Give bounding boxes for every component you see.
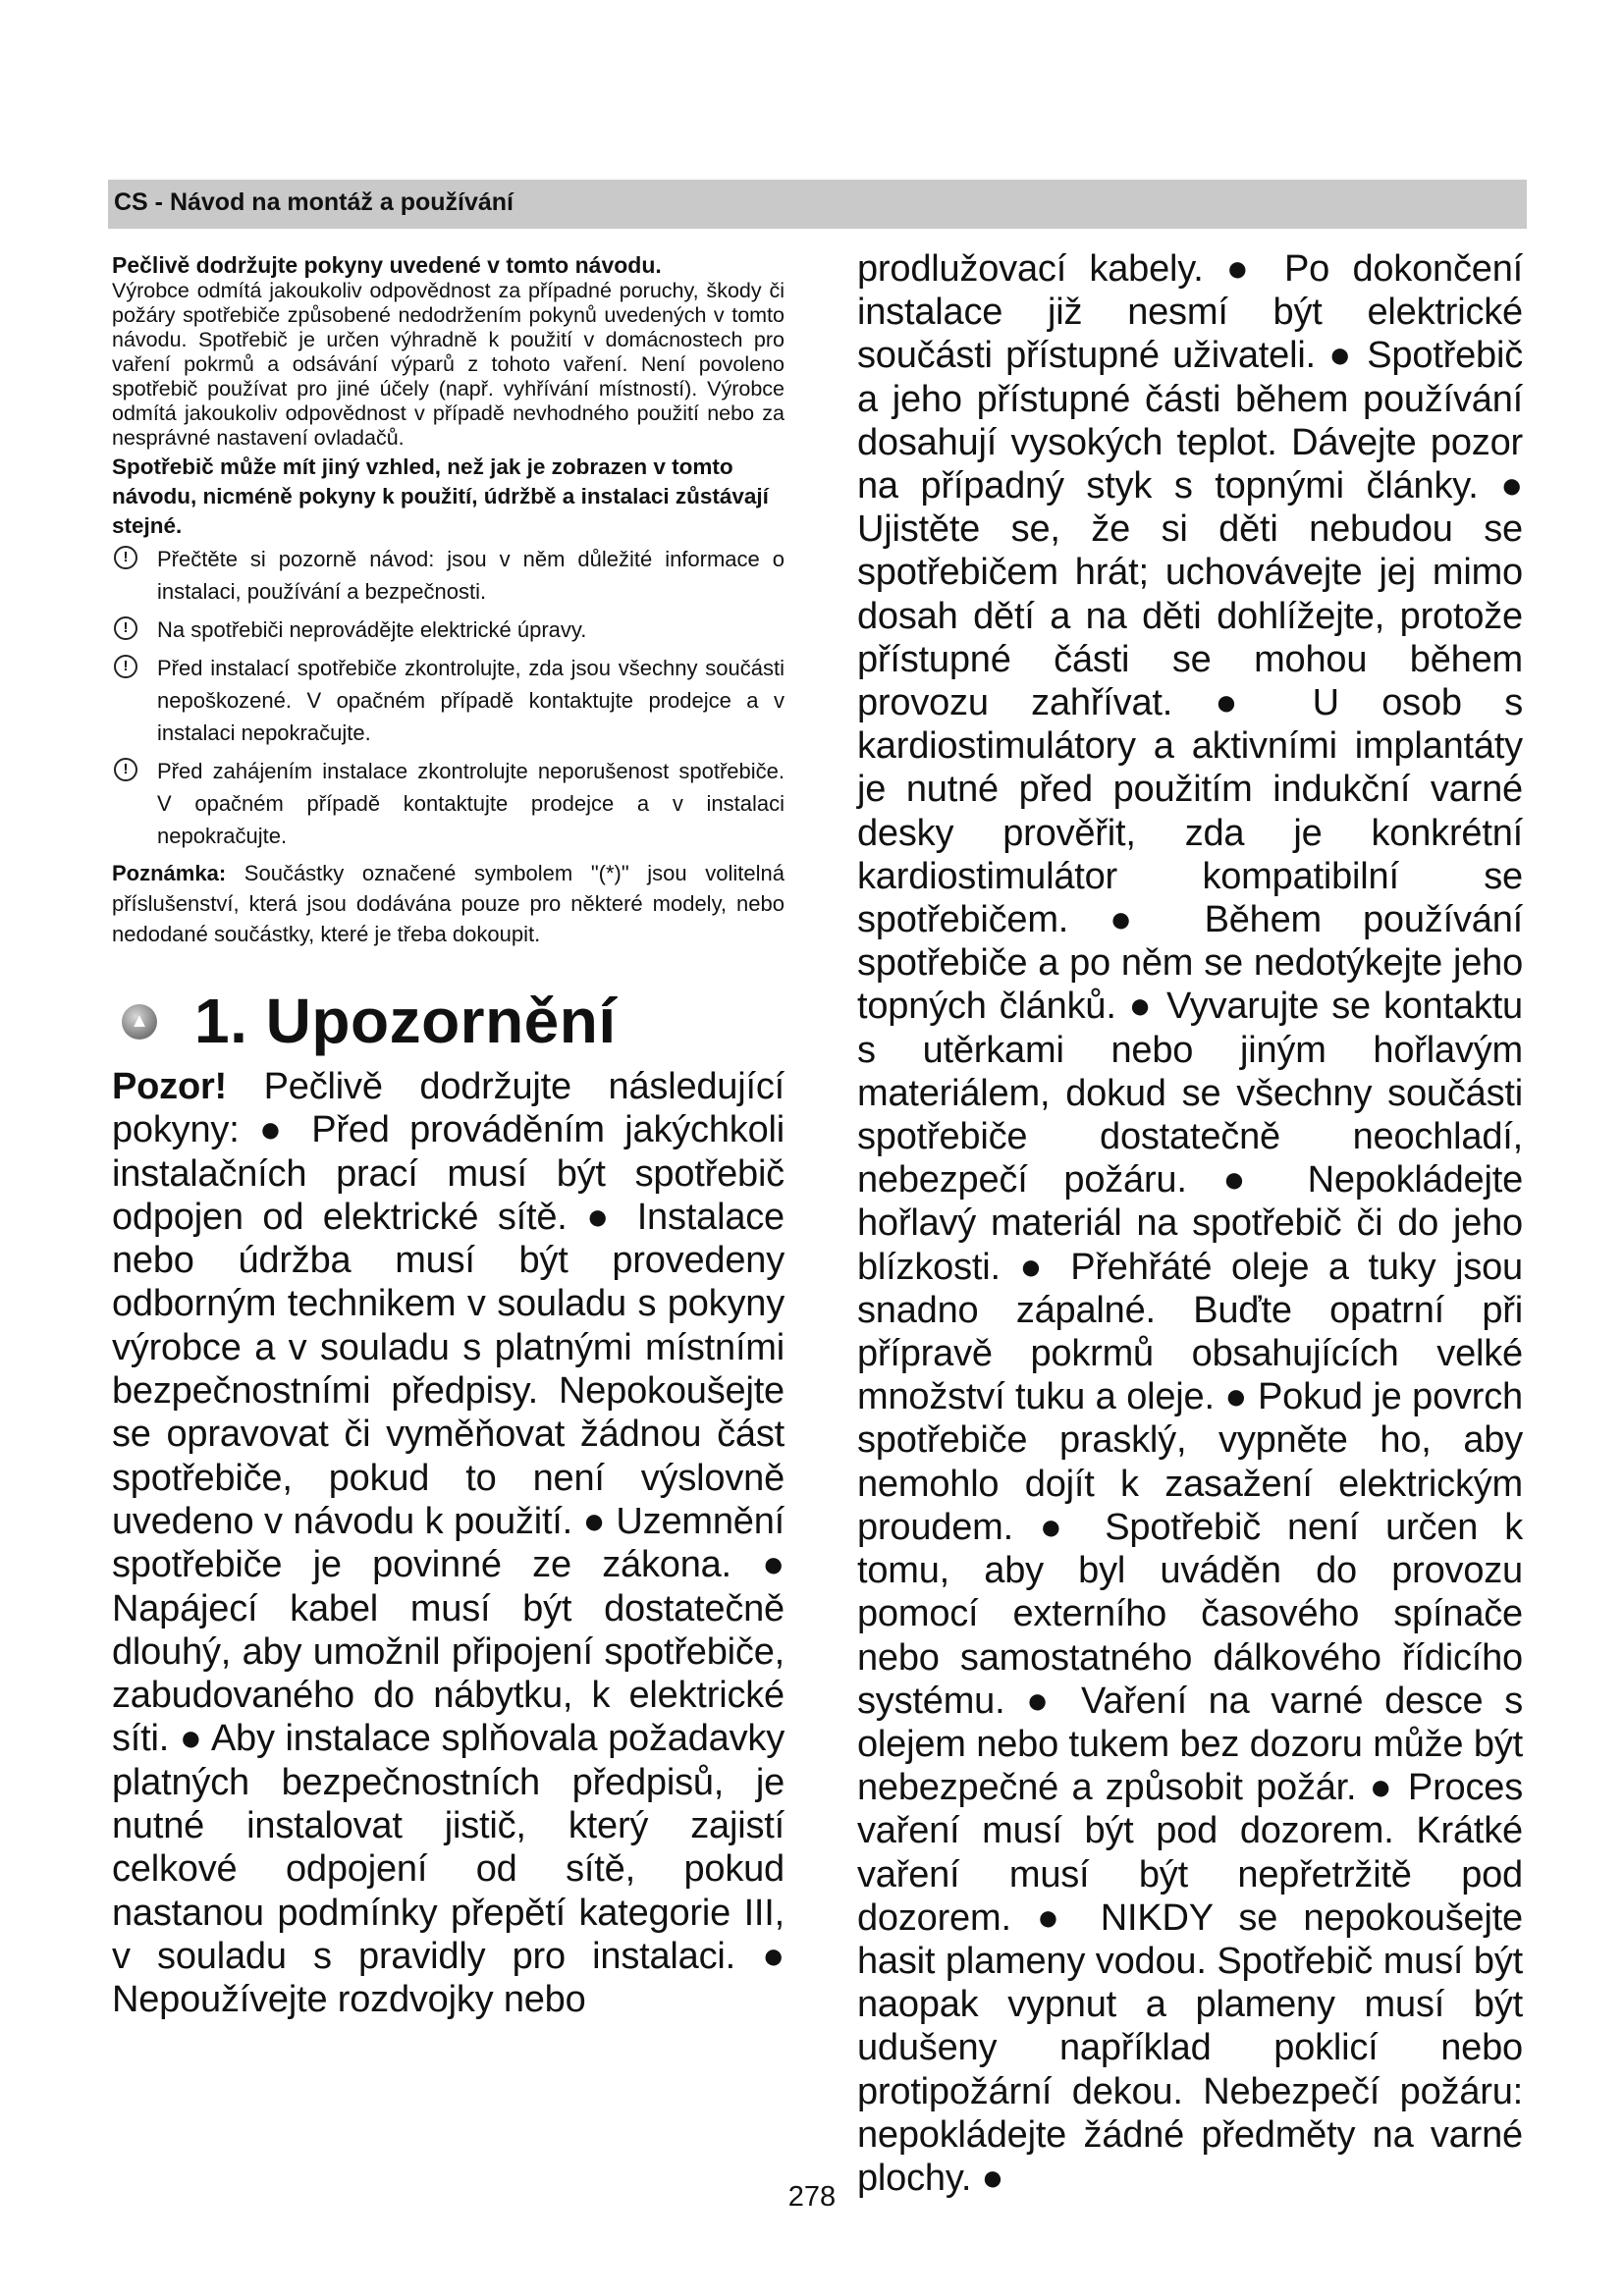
note-paragraph [112, 858, 785, 949]
warning-text: Přečtěte si pozorně návod: jsou v něm důležité informace o instalaci, používání a bezpečnosti. [157, 547, 785, 604]
exclamation-circle-icon: ! [114, 616, 137, 640]
intro-paragraph: Výrobce odmítá jakoukoliv odpovědnost za případné poruchy, škody či požáry spotřebiče způsobené nedodržením pokynů uvedených v tomto návodu. Spotřebič je určen výhradně k použití v domácnostech pro vaření pokrmů a odsávání výparů z tohoto vaření. Není povoleno spotřebič používat pro jiné účely (např. vyhřívání místností). Výrobce odmítá jakoukoliv odpovědnost v případě nevhodného použití nebo za nesprávné nastavení ovladačů. [112, 279, 785, 450]
page-number: 278 [787, 2181, 837, 2213]
warning-item [112, 543, 785, 608]
page-header-title: CS - Návod na montáž a používání [114, 188, 514, 216]
left-column [112, 251, 785, 2022]
intro-bold-line: Pečlivě dodržujte pokyny uvedené v tomto návodu. [112, 252, 662, 278]
exclamation-circle-icon: ! [114, 758, 137, 781]
note-label: Poznámka: [112, 861, 227, 885]
main-right-text: prodlužovací kabely. ● Po dokončení instalace již nesmí být elektrické součásti přístupné uživateli. ● Spotřebič a jeho přístupné části během používání dosahují vysokých teplot. Dávejte pozor na případný styk s topnými články. ● Ujistěte se, že si děti nebudou se spotřebičem hrát; uchovávejte jej mimo dosah dětí a na děti dohlížejte, protože přístupné části se mohou během provozu zahřívat. ● U osob s kardiostimulátory a aktivními implantáty je nutné před použitím indukční varné desky prověřit, zda je konkrétní kardiostimulátor kompatibilní se spotřebičem. ● Během používání spotřebiče a po něm se nedotýkejte jeho topných článků. ● Vyvarujte se kontaktu s utěrkami nebo jiným hořlavým materiálem, dokud se všechny součásti spotřebiče dostatečně neochladí, nebezpečí požáru. ● Nepokládejte hořlavý materiál na spotřebič či do jeho blízkosti. ● Přehřáté oleje a tuky jsou snadno zápalné. Buďte opatrní při přípravě pokrmů obsahujících velké množství tuku a oleje. ● Pokud je povrch spotřebiče prasklý, vypněte ho, aby nemohlo dojít k zasažení elektrickým proudem. ● Spotřebič není určen k tomu, aby byl uváděn do provozu pomocí externího časového spínače nebo samostatného dálkového řídicího systému. ● Vaření na varné desce s olejem nebo tukem bez dozoru může být nebezpečné a způsobit požár. ● Proces vaření musí být pod dozorem. Krátké vaření musí být nepřetržitě pod dozorem. ● NIKDY se nepokoušejte hasit plameny vodou. Spotřebič musí být naopak vypnut a plameny musí být udušeny například poklicí nebo protipožární dekou. Nebezpečí požáru: nepokládejte žádné předměty na varné plochy. ● [857, 248, 1523, 2199]
main-left-text [112, 1065, 785, 2022]
note-text: Součástky označené symbolem "(*)" jsou volitelná příslušenství, která jsou dodávána pouze pro některé modely, nebo nedodané součástky, které je třeba dokoupit. [112, 861, 785, 946]
warning-triangle-icon: ▲ [122, 1004, 157, 1040]
section-title: 1. Upozornění [194, 986, 617, 1056]
header-bar [108, 180, 1527, 229]
right-column [857, 247, 1523, 2200]
main-left-body: Pečlivě dodržujte následující pokyny: ● Před prováděním jakýchkoli instalačních prací musí být spotřebič odpojen od elektrické sítě. ● Instalace nebo údržba musí být provedeny odborným technikem v souladu s pokyny výrobce a v souladu s platnými místními bezpečnostními předpisy. Nepokoušejte se opravovat či vyměňovat žádnou část spotřebiče, pokud to není výslovně uvedeno v návodu k použití. ● Uzemnění spotřebiče je povinné ze zákona. ● Napájecí kabel musí být dostatečně dlouhý, aby umožnil připojení spotřebiče, zabudovaného do nábytku, k elektrické síti. ● Aby instalace splňovala požadavky platných bezpečnostních předpisů, je nutné instalovat jistič, který zajistí celkové odpojení od sítě, pokud nastanou podmínky přepětí kategorie III, v souladu s pravidly pro instalaci. ● Nepoužívejte rozdvojky nebo [112, 1066, 785, 2021]
main-left-lead: Pozor! [112, 1066, 228, 1107]
intro-bold-paragraph: Spotřebič může mít jiný vzhled, než jak je zobrazen v tomto návodu, nicméně pokyny k použití, údržbě a instalaci zůstávají stejné. [112, 454, 769, 538]
warning-item [112, 652, 785, 749]
warning-list [112, 543, 785, 852]
warning-text: Před zahájením instalace zkontrolujte neporušenost spotřebiče. V opačném případě kontaktujte prodejce a v instalaci nepokračujte. [157, 759, 785, 848]
warning-item [112, 614, 785, 646]
exclamation-circle-icon: ! [114, 546, 137, 569]
warning-text: Na spotřebiči neprovádějte elektrické úpravy. [157, 617, 587, 642]
warning-text: Před instalací spotřebiče zkontrolujte, zda jsou všechny součásti nepoškozené. V opačném případě kontaktujte prodejce a v instalaci nepokračujte. [157, 656, 785, 745]
section-heading [112, 977, 785, 1065]
warning-item [112, 755, 785, 852]
exclamation-circle-icon: ! [114, 655, 137, 678]
